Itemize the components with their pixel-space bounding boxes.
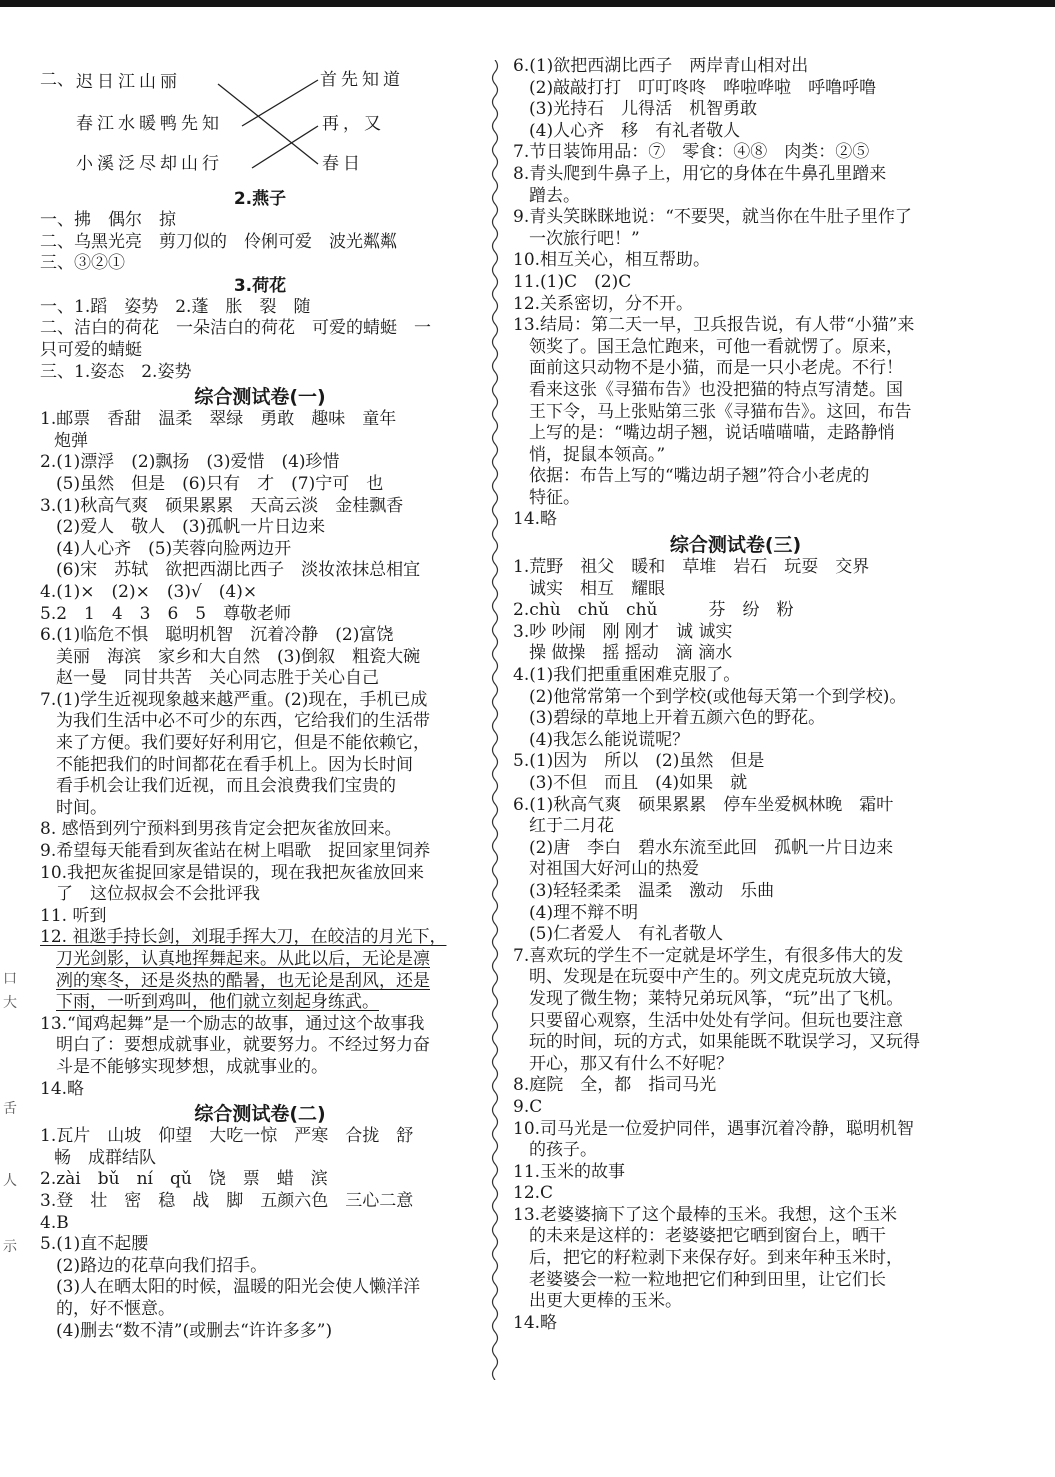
answer-line: 6.(1)秋高气爽 硕果累累 停车坐爱枫林晚 霜叶	[513, 794, 894, 815]
answer-line: 7.喜欢玩的学生不一定就是坏学生，有很多伟大的发	[513, 945, 904, 966]
answer-line: 5.(1)因为 所以 (2)虽然 但是	[513, 751, 765, 772]
answer-line: 4.(1)我们把重重困难克服了。	[513, 665, 741, 686]
answer-line: (3)光持石 儿得活 机智勇敢	[529, 99, 758, 120]
answer-line: (2)他常常第一个到学校(或他每天第一个到学校)。	[529, 686, 907, 707]
answer-line: (2)唐 李白 碧水东流至此回 孤帆一片日边来	[529, 837, 894, 858]
answer-line: 3.吵 吵闹 刚 刚才 诚 诚实	[513, 621, 733, 642]
answer-line: 3.登 壮 密 稳 战 脚 五颜六色 三心二意	[40, 1190, 414, 1211]
answer-line: 7.(1)学生近视现象越来越严重。(2)现在，手机已成	[40, 689, 428, 710]
answer-line: 斗是不能够实现梦想，成就事业的。	[56, 1056, 328, 1077]
margin-mark: 舌	[3, 1101, 17, 1117]
answer-line: 13.老婆婆摘下了这个最棒的玉米。我想，这个玉米	[513, 1204, 898, 1225]
answer-line: 2.chù chǔ chǔ 芬 纷 粉	[513, 600, 794, 621]
answer-line: 二、乌黑光亮 剪刀似的 伶俐可爱 波光粼粼	[40, 231, 397, 252]
answer-line: (3)不但 而且 (4)如果 就	[529, 773, 748, 793]
answer-line: 上写的是：“嘴边胡子翘，说话喵喵喵，走路静悄	[529, 423, 895, 444]
answer-line: (5)仁者爱人 有礼者敬人	[529, 924, 724, 945]
matching-left-item: 春江水暖鸭先知	[76, 114, 223, 134]
section-title-test2: 综合测试卷(二)	[194, 1103, 326, 1126]
answer-line: (3)碧绿的草地上开着五颜六色的野花。	[529, 708, 826, 729]
matching-number: 二、	[40, 70, 74, 90]
answer-line-underlined: 12. 祖逖手持长剑，刘琨手挥大刀，在皎洁的月光下，	[40, 927, 447, 948]
answer-line: 10.相互关心，相互帮助。	[513, 250, 711, 271]
answer-line-underlined: 冽的寒冬，还是炎热的酷暑，也无论是刮风，还是	[56, 970, 430, 991]
answer-line: 4.(1)× (2)× (3)√ (4)×	[40, 581, 258, 602]
matching-left-item: 迟日江山丽	[76, 72, 181, 92]
section-title-swallow: 2.燕子	[233, 189, 287, 209]
answer-line: (6)宋 苏轼 欲把西湖比西子 淡妆浓抹总相宜	[56, 560, 421, 581]
answer-line: 为我们生活中必不可少的东西，它给我们的生活带	[56, 711, 430, 732]
margin-mark: 大	[3, 995, 17, 1011]
column-divider	[488, 60, 502, 1380]
answer-line: 明白了：要想成就事业，就要努力。不经过努力奋	[56, 1035, 430, 1056]
answer-line: 悄，捉鼠本领高。”	[529, 444, 666, 465]
answer-line: 4.B	[40, 1212, 69, 1233]
answer-line: 6.(1)欲把西湖比西子 两岸青山相对出	[513, 56, 809, 76]
answer-line: 发现了微生物；莱特兄弟玩风筝，“玩”出了飞机。	[529, 988, 904, 1009]
answer-line: 三、1.姿态 2.姿势	[40, 361, 192, 382]
answer-line: 来了方便。我们要好好利用它，但是不能依赖它，	[56, 733, 430, 754]
answer-line: 老婆婆会一粒一粒地把它们种到田里，让它们长	[529, 1269, 886, 1290]
answer-line: 开心，那又有什么不好呢？	[529, 1053, 733, 1074]
answer-line: 时间。	[56, 797, 107, 818]
answer-line: 只可爱的蜻蜓	[40, 339, 142, 360]
answer-line: 12.关系密切，分不开。	[513, 293, 694, 314]
answer-line: 炮弹	[54, 430, 88, 451]
answer-line: (2)路边的花草向我们招手。	[56, 1255, 268, 1276]
answer-line: (2)敲敲打打 叮叮咚咚 哗啦哗啦 呼噜呼噜	[529, 77, 877, 98]
answer-line: 14.略	[513, 509, 558, 530]
answer-line: (4)删去“数不清”(或删去“许许多多”)	[56, 1320, 333, 1341]
answer-line: 看手机会让我们近视，而且会浪费我们宝贵的	[56, 776, 396, 797]
section-title-test1: 综合测试卷(一)	[194, 386, 326, 409]
answer-line: 的孩子。	[529, 1140, 597, 1161]
answer-line: 10.我把灰雀捉回家是错误的，现在我把灰雀放回来	[40, 862, 425, 883]
answer-line: 玩的时间，玩的方式，如果能既不耽误学习，又玩得	[529, 1032, 920, 1053]
answer-line: 8. 感悟到列宁预料到男孩肯定会把灰雀放回来。	[40, 819, 402, 840]
answer-line: (3)人在晒太阳的时候，温暖的阳光会使人懒洋洋	[56, 1277, 421, 1298]
matching-left-item: 小溪泛尽却山行	[76, 154, 223, 174]
answer-line: 操 做操 摇 摇动 滴 滴水	[529, 643, 733, 664]
answer-line: 9.C	[513, 1096, 543, 1117]
answer-line: 诚实 相互 耀眼	[529, 578, 665, 599]
answer-line-underlined: 刀光剑影，认真地挥舞起来。从此以后，无论是凛	[56, 949, 430, 969]
answer-line: 二、洁白的荷花 一朵洁白的荷花 可爱的蜻蜓 一	[40, 318, 431, 339]
margin-mark: 人	[3, 1173, 17, 1189]
top-border	[0, 0, 1055, 7]
matching-exercise	[40, 56, 480, 188]
answer-line: (4)人心齐 移 有礼者敬人	[529, 120, 741, 141]
matching-right-item: 首先知道	[320, 70, 404, 90]
answer-line: 1.瓦片 山坡 仰望 大吃一惊 严寒 合拢 舒	[40, 1126, 414, 1147]
answer-line: 2.zài bǔ ní qǔ 饶 票 蜡 滨	[40, 1169, 328, 1190]
answer-line: 3.(1)秋高气爽 硕果累累 天高云淡 金桂飘香	[40, 495, 404, 516]
answer-line: (5)虽然 但是 (6)只有 才 (7)宁可 也	[56, 473, 384, 494]
answer-line: 对祖国大好河山的热爱	[529, 859, 699, 880]
answer-line: 13.“闻鸡起舞”是一个励志的故事，通过这个故事我	[40, 1013, 425, 1034]
answer-line: 看来这张《寻猫布告》也没把猫的特点写清楚。国	[529, 379, 903, 400]
answer-line: (3)轻轻柔柔 温柔 激动 乐曲	[529, 880, 775, 901]
answer-line: 9.希望每天能看到灰雀站在树上唱歌 捉回家里饲养	[40, 841, 431, 862]
answer-line: 1.邮票 香甜 温柔 翠绿 勇敢 趣味 童年	[40, 409, 397, 430]
answer-line: 2.(1)漂浮 (2)飘扬 (3)爱惜 (4)珍惜	[40, 452, 340, 473]
answer-line: 6.(1)临危不惧 聪明机智 沉着冷静 (2)富饶	[40, 625, 394, 646]
answer-line: 美丽 海滨 家乡和大自然 (3)倒叙 粗瓷大碗	[56, 646, 421, 667]
answer-line: 依据：布告上写的“嘴边胡子翘”符合小老虎的	[529, 466, 870, 487]
answer-line-underlined: 下雨，一听到鸡叫，他们就立刻起身练武。	[56, 992, 379, 1013]
answer-line: 11.(1)C (2)C	[513, 271, 632, 292]
answer-line: 了 这位叔叔会不会批评我	[56, 884, 260, 905]
answer-line: 12.C	[513, 1183, 554, 1204]
answer-line: 14.略	[40, 1078, 85, 1099]
answer-line: 5.2 1 4 3 6 5 尊敬老师	[40, 603, 292, 624]
answer-line: 特征。	[529, 487, 580, 508]
answer-line: 11. 听到	[40, 905, 107, 926]
answer-line: 14.略	[513, 1312, 558, 1333]
answer-line: 的未来是这样的：老婆婆把它晒到窗台上，晒干	[529, 1226, 886, 1247]
answer-line: 8.庭院 全，都 指司马光	[513, 1075, 717, 1096]
answer-line: 1.荒野 祖父 暖和 草堆 岩石 玩耍 交界	[513, 557, 870, 578]
answer-line: 后，把它的籽粒剥下来保存好。到来年种玉米时，	[529, 1248, 903, 1269]
right-column	[513, 56, 958, 1334]
answer-line: 9.青头笑眯眯地说：“不要哭，就当你在牛肚子里作了	[513, 207, 912, 228]
answer-line: 王下令，马上张贴第三张《寻猫布告》。这回，布告	[529, 401, 912, 422]
left-column	[40, 56, 480, 1342]
answer-line: (4)人心齐 (5)芙蓉向脸两边开	[56, 538, 292, 559]
matching-right-item: 春日	[322, 154, 364, 174]
matching-right-item: 再，又	[322, 114, 385, 134]
answer-line: 明、发现是在玩耍中产生的。列文虎克玩放大镜，	[529, 967, 903, 988]
answer-line: 一次旅行吧！”	[529, 228, 640, 249]
answer-line: (2)爱人 敬人 (3)孤帆一片日边来	[56, 517, 326, 538]
answer-line: 5.(1)直不起腰	[40, 1234, 149, 1255]
section-title-test3: 综合测试卷(三)	[669, 534, 802, 557]
answer-line: 7.节日装饰用品：⑦ 零食：④⑧ 肉类：②⑤	[513, 142, 870, 163]
answer-line: 的，好不惬意。	[56, 1298, 175, 1319]
answer-line: 10.司马光是一位爱护同伴，遇事沉着冷静，聪明机智	[513, 1118, 915, 1139]
margin-mark: 示	[3, 1239, 17, 1255]
answer-line: 只要留心观察，生活中处处有学问。但玩也要注意	[529, 1010, 903, 1031]
answer-line: (4)理不辩不明	[529, 902, 639, 923]
margin-mark: 口	[3, 971, 17, 987]
answer-line: 出更大更棒的玉米。	[529, 1291, 682, 1312]
answer-line: 畅 成群结队	[54, 1147, 156, 1168]
answer-line: (4)我怎么能说谎呢？	[529, 729, 690, 750]
section-title-lotus: 3.荷花	[233, 275, 287, 296]
answer-line: 三、③②①	[40, 253, 125, 274]
answer-line: 一、1.蹈 姿势 2.蓬 胀 裂 随	[40, 296, 311, 317]
answer-line: 面前这只动物不是小猫，而是一只小老虎。不行！	[529, 358, 903, 379]
answer-line: 领奖了。国王急忙跑来，可他一看就愣了。原来，	[529, 336, 903, 357]
answer-line: 不能把我们的时间都花在看手机上。因为长时间	[56, 754, 413, 775]
answer-line: 8.青头爬到牛鼻子上，用它的身体在牛鼻孔里蹭来	[513, 163, 887, 184]
answer-line: 11.玉米的故事	[513, 1161, 626, 1182]
answer-line: 赵一曼 同甘共苦 关心同志胜于关心自己	[56, 668, 379, 689]
answer-line: 红于二月花	[529, 816, 614, 837]
answer-line: 13.结局：第二天一早，卫兵报告说，有人带“小猫”来	[513, 315, 915, 336]
answer-line: 一、拂 偶尔 掠	[40, 210, 176, 230]
answer-line: 蹭去。	[529, 185, 580, 206]
